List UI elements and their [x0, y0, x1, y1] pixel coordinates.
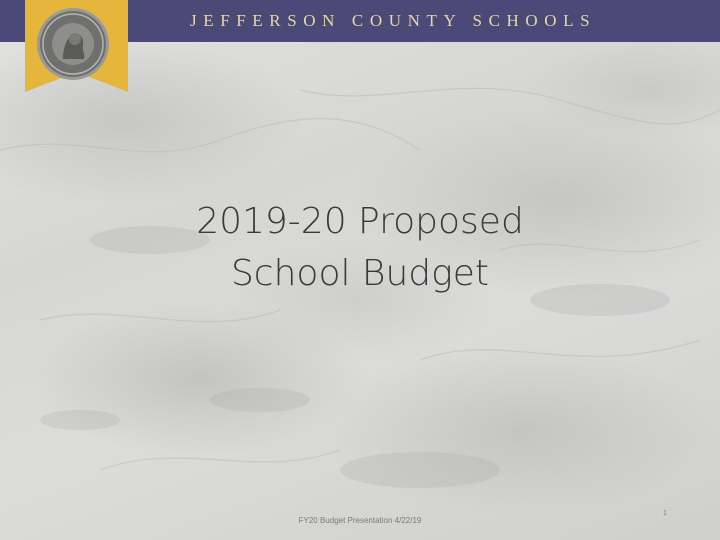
slide-footer: FY20 Budget Presentation 4/22/19 — [298, 516, 422, 525]
slide-title-line-1: 2019-20 Proposed — [196, 201, 524, 242]
page-number: 1 — [663, 510, 667, 517]
slide-title-line-2: School Budget — [230, 253, 490, 294]
school-seal-icon — [36, 7, 110, 81]
organization-name: JEFFERSON COUNTY SCHOOLS — [190, 11, 597, 30]
slide-title — [160, 196, 560, 300]
